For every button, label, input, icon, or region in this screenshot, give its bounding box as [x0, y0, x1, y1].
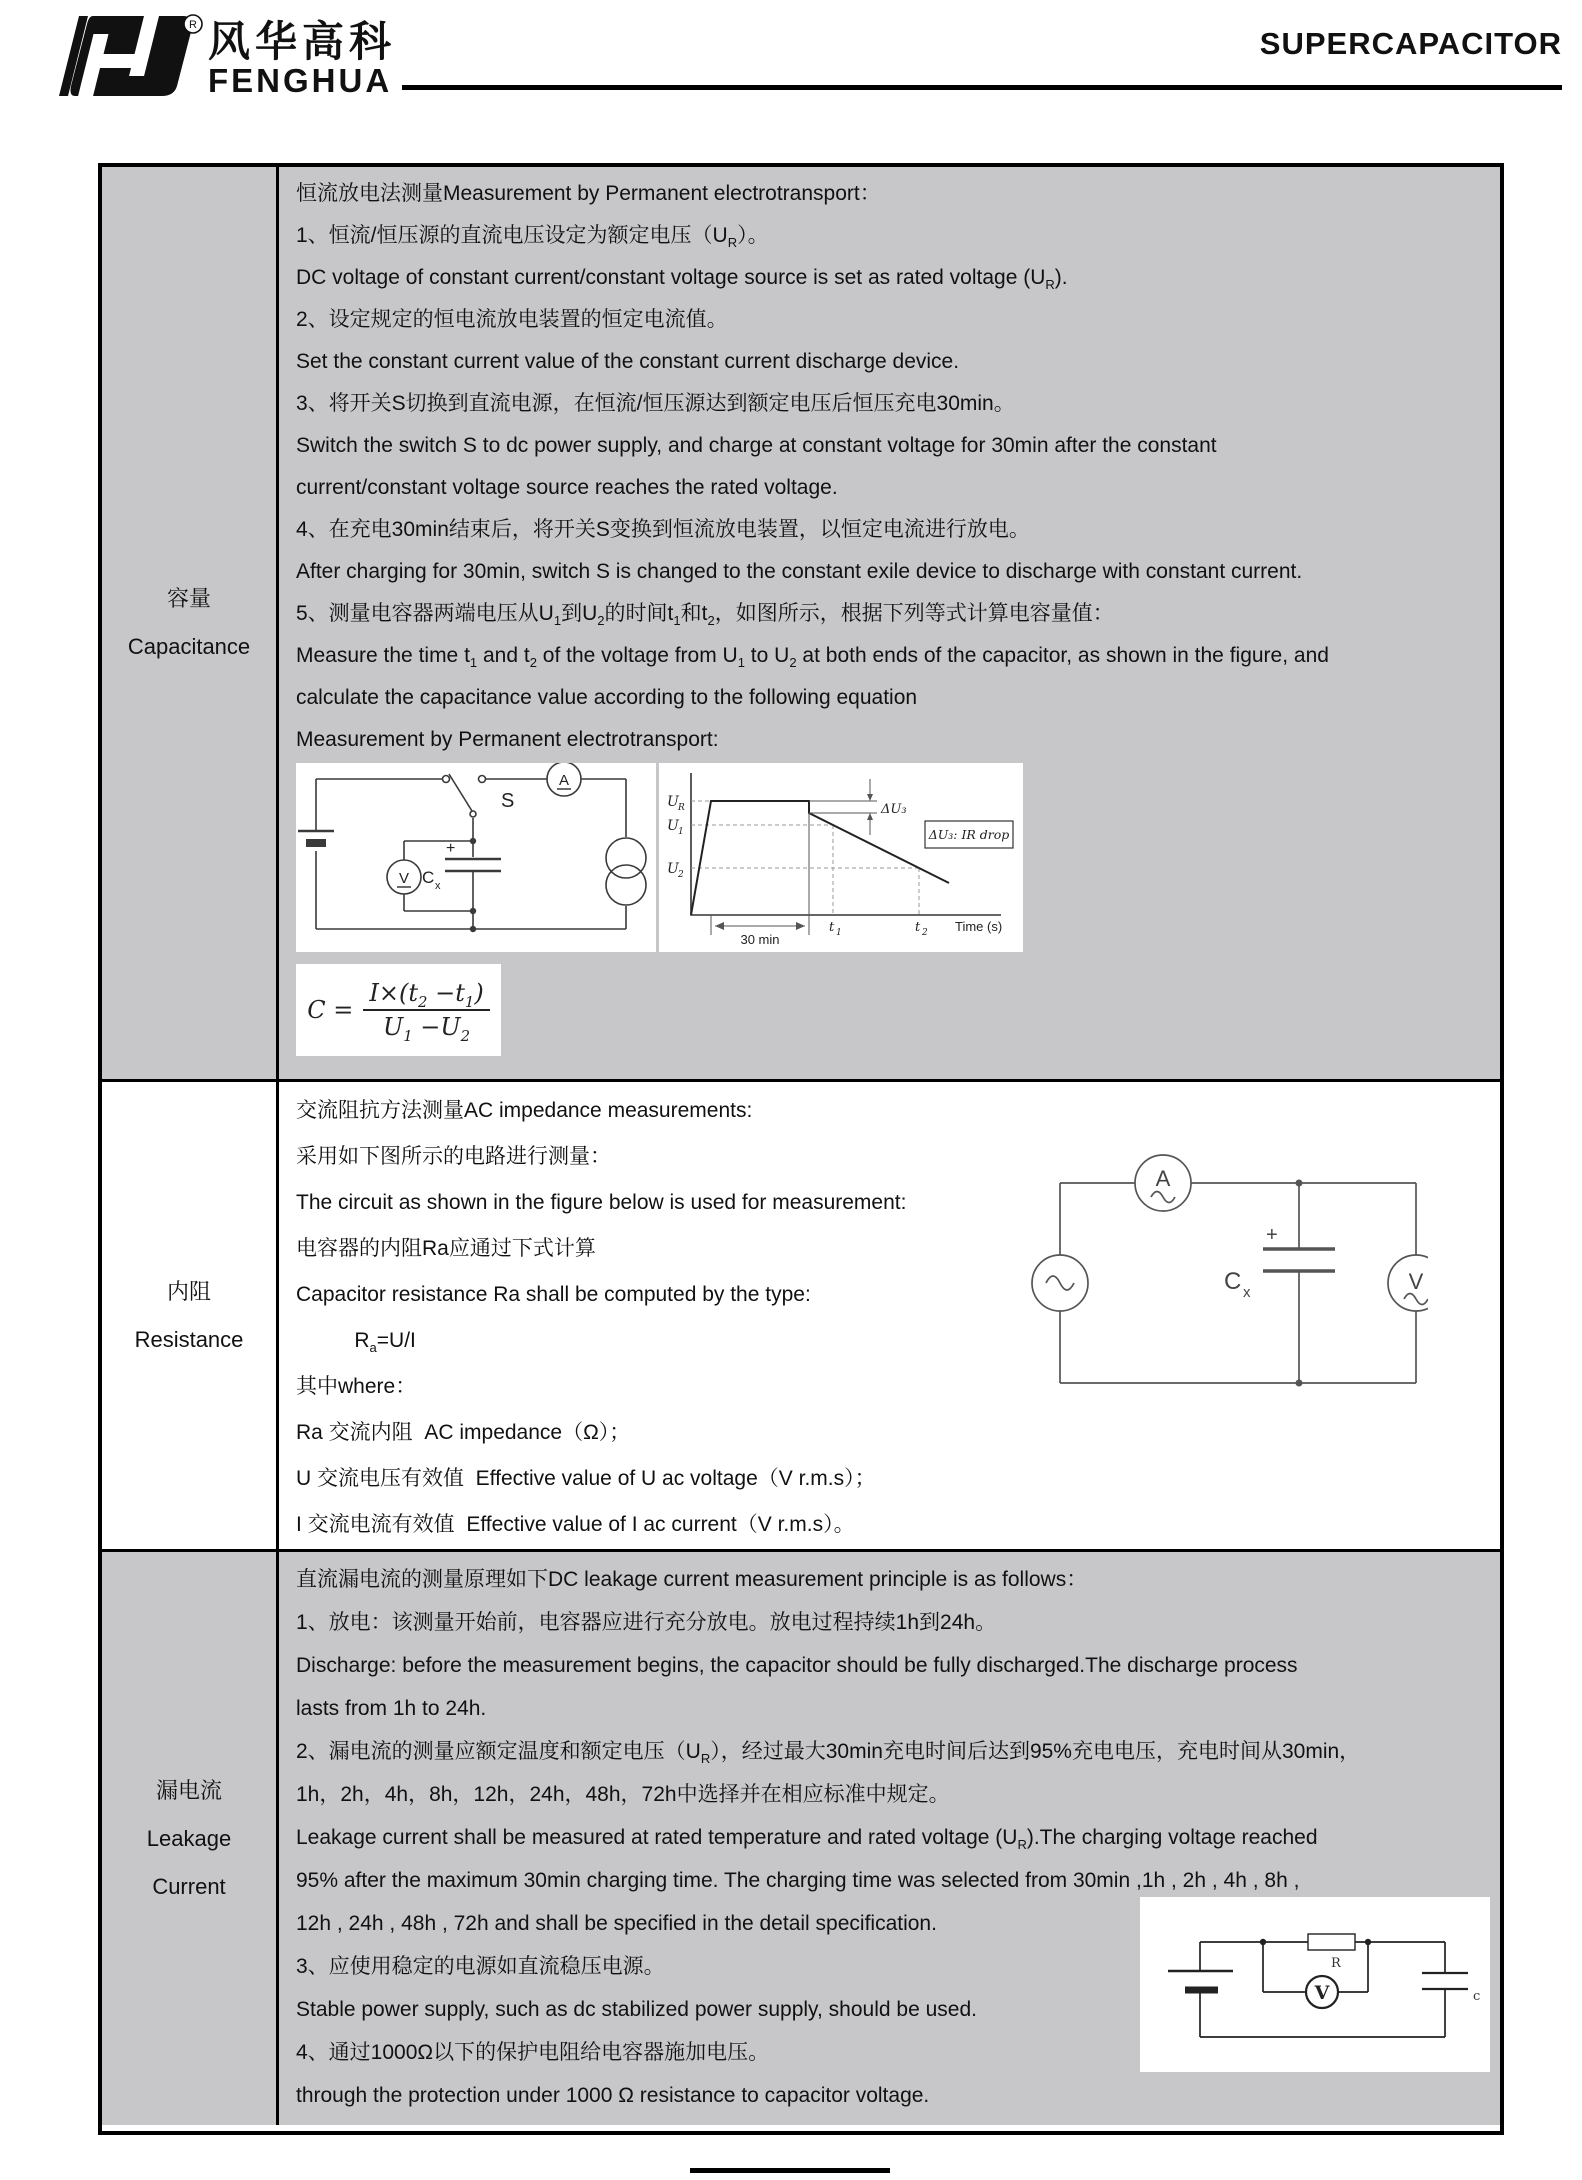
text-line: Stable power supply, such as dc stabilized power supply, should be used.	[296, 1998, 977, 2021]
text-line: 4、在充电30min结束后，将开关S变换到恒流放电装置，以恒定电流进行放电。	[296, 518, 1030, 541]
row-label-cn: 容量	[166, 586, 211, 611]
text-line: The circuit as shown in the figure below is used for measurement:	[296, 1191, 907, 1214]
capacitance-formula	[296, 964, 501, 1056]
text-line: 4、通过1000Ω以下的保护电阻给电容器施加电压。	[296, 2041, 770, 2064]
fenghua-logo-icon	[45, 12, 205, 98]
row-label-en2: Current	[152, 1873, 226, 1899]
brand-name-cn: 风华高科	[208, 18, 397, 65]
ammeter-icon: A	[558, 772, 570, 789]
text-line: 1、放电：该测量开始前，电容器应进行充分放电。放电过程持续1h到24h。	[296, 1611, 997, 1634]
voltmeter-icon: V	[1408, 1269, 1424, 1294]
voltmeter-icon: V	[1314, 1982, 1330, 2004]
text-line: current/constant voltage source reaches the rated voltage.	[296, 476, 838, 499]
row-label-leakage-current	[102, 1552, 279, 2125]
text-line: DC voltage of constant current/constant voltage source is set as rated voltage $(U_R)$.	[296, 266, 1068, 293]
switch-label: S	[501, 790, 515, 812]
text-line: Ra 交流内阻 AC impedance（Ω）；	[296, 1421, 631, 1444]
text-line: 1、恒流/恒压源的直流电压设定为额定电压$(U_R)$。	[296, 224, 769, 251]
svg-text:U: U	[667, 818, 679, 834]
measurement-methods-table	[98, 163, 1504, 2135]
formula-fraction	[363, 979, 489, 1045]
resistor-label: R	[1331, 1956, 1341, 1971]
table-row-leakage-current	[102, 1552, 1500, 2125]
row-label-resistance	[102, 1082, 279, 1549]
text-line: 2、漏电流的测量应额定温度和额定电压$(U_R)$，经过最大30min充电时间后达到95%充电电压，充电时间从30min，	[296, 1740, 1361, 1767]
text-line: 2、设定规定的恒电流放电装置的恒定电流值。	[296, 308, 728, 331]
row-label-en: Capacitance	[127, 634, 251, 659]
text-line: Discharge: before the measurement begins, the capacitor should be fully discharged.The discharge process	[296, 1654, 1298, 1677]
text-line: Switch the switch S to dc power supply, and charge at constant voltage for 30min after the constant	[296, 434, 1217, 457]
formula-lhs: C =	[307, 996, 354, 1024]
svg-text:2: 2	[922, 928, 928, 938]
text-line: 恒流放电法测量Measurement by Permanent electrotransport：	[296, 182, 881, 205]
text-line: 采用如下图所示的电路进行测量：	[296, 1145, 611, 1168]
ir-drop-label: ΔU₃	[881, 802, 907, 817]
svg-text:2: 2	[678, 870, 684, 880]
polarity-plus: +	[446, 840, 456, 857]
leakage-method-cell	[279, 1552, 1500, 2125]
text-line: 3、应使用稳定的电源如直流稳压电源。	[296, 1955, 665, 1978]
resistance-method-cell	[279, 1082, 1500, 1549]
formula-numerator: $I\times(t_2 -t_1)$	[363, 979, 489, 1011]
capacitance-text	[296, 173, 1500, 761]
text-line: 电容器的内阻Ra应通过下式计算	[296, 1237, 596, 1260]
voltmeter-icon: V	[398, 870, 410, 887]
svg-text:1: 1	[836, 928, 842, 938]
footer-divider	[690, 2168, 890, 2173]
text-line: 交流阻抗方法测量AC impedance measurements:	[296, 1099, 753, 1122]
text-line: U 交流电压有效值 Effective value of U ac voltage（V r.m.s）；	[296, 1467, 876, 1490]
text-line: Capacitor resistance Ra shall be computed by the type:	[296, 1283, 811, 1306]
capacitance-figures	[296, 763, 1500, 952]
text-line: lasts from 1h to 24h.	[296, 1697, 487, 1720]
header-divider	[402, 85, 1562, 90]
dc-charge-circuit-figure	[296, 763, 656, 952]
text-line: After charging for 30min, switch S is changed to the constant exile device to discharge with constant current.	[296, 560, 1303, 583]
x-axis-label: Time (s)	[955, 919, 1003, 934]
leakage-circuit-figure	[1140, 1897, 1490, 2072]
ammeter-icon: A	[1155, 1166, 1171, 1191]
brand-block	[208, 20, 396, 98]
text-line: 3、将开关S切换到直流电源，在恒流/恒压源达到额定电压后恒压充电30min。	[296, 392, 1015, 415]
svg-text:R: R	[678, 803, 685, 813]
page-header	[0, 0, 1582, 110]
svg-text:U: U	[667, 861, 679, 877]
table-row-capacitance	[102, 167, 1500, 1082]
row-label-capacitance	[102, 167, 279, 1079]
capacitor-label: c	[1473, 1989, 1481, 2004]
text-line: 5、测量电容器两端电压从$U_1$到$U_2$的时间$t_1$和$t_2$，如图所示，根据下列等式计算电容量值：	[296, 602, 1114, 629]
text-line: 12h , 24h , 48h , 72h and shall be specified in the detail specification.	[296, 1912, 937, 1935]
row-label-cn: 漏电流	[155, 1777, 222, 1803]
text-line: Measure the time $t_1$ and $t_2$ of the voltage from $U_1$ to $U_2$ at both ends of the capacitor, as shown in the figure, and	[296, 644, 1329, 671]
row-label-en: Leakage	[146, 1825, 232, 1851]
svg-text:U: U	[667, 794, 679, 810]
svg-text:x: x	[1243, 1284, 1251, 1301]
text-line: through the protection under 1000 Ω resistance to capacitor voltage.	[296, 2084, 930, 2107]
page-title: SUPERCAPACITOR	[1259, 26, 1562, 61]
ac-impedance-circuit-figure	[1028, 1153, 1428, 1413]
text-line: Leakage current shall be measured at rated temperature and rated voltage $(U_R).The$ charging voltage reached	[296, 1826, 1318, 1853]
ir-drop-note: ΔU₃: IR drop	[928, 827, 1010, 842]
svg-text:R: R	[189, 19, 197, 31]
text-line: $R_a=U/I$	[296, 1329, 416, 1356]
capacitor-label: C	[422, 868, 435, 887]
svg-text:t: t	[915, 920, 921, 935]
span-30min-label: 30 min	[740, 932, 780, 947]
text-line: Set the constant current value of the constant current discharge device.	[296, 350, 960, 373]
formula-denominator: $U_1 -U_2$	[382, 1013, 471, 1045]
text-line: I 交流电流有效值 Effective value of I ac current（V r.m.s）。	[296, 1513, 855, 1536]
text-line: 1h，2h，4h，8h，12h，24h，48h，72h中选择并在相应标准中规定。	[296, 1783, 950, 1806]
text-line: calculate the capacitance value according to the following equation	[296, 686, 918, 709]
text-line: 直流漏电流的测量原理如下DC leakage current measurement principle is as follows：	[296, 1568, 1088, 1591]
svg-text:t: t	[829, 920, 835, 935]
row-label-en: Resistance	[134, 1326, 244, 1352]
brand-name-en: FENGHUA	[208, 62, 393, 99]
text-line: 95% after the maximum 30min charging time. The charging time was selected from 30min ,1h , 2h , 4h , 8h ,	[296, 1869, 1300, 1892]
svg-text:1: 1	[678, 827, 684, 837]
text-line: Measurement by Permanent electrotransport:	[296, 728, 719, 751]
capacitor-label: C	[1224, 1268, 1242, 1295]
polarity-plus: +	[1266, 1224, 1278, 1246]
capacitance-method-cell	[279, 167, 1500, 1079]
charge-discharge-graph-figure	[659, 763, 1023, 952]
table-row-resistance	[102, 1082, 1500, 1552]
text-line: 其中where：	[296, 1375, 417, 1398]
row-label-cn: 内阻	[166, 1278, 211, 1304]
svg-text:x: x	[435, 880, 441, 892]
